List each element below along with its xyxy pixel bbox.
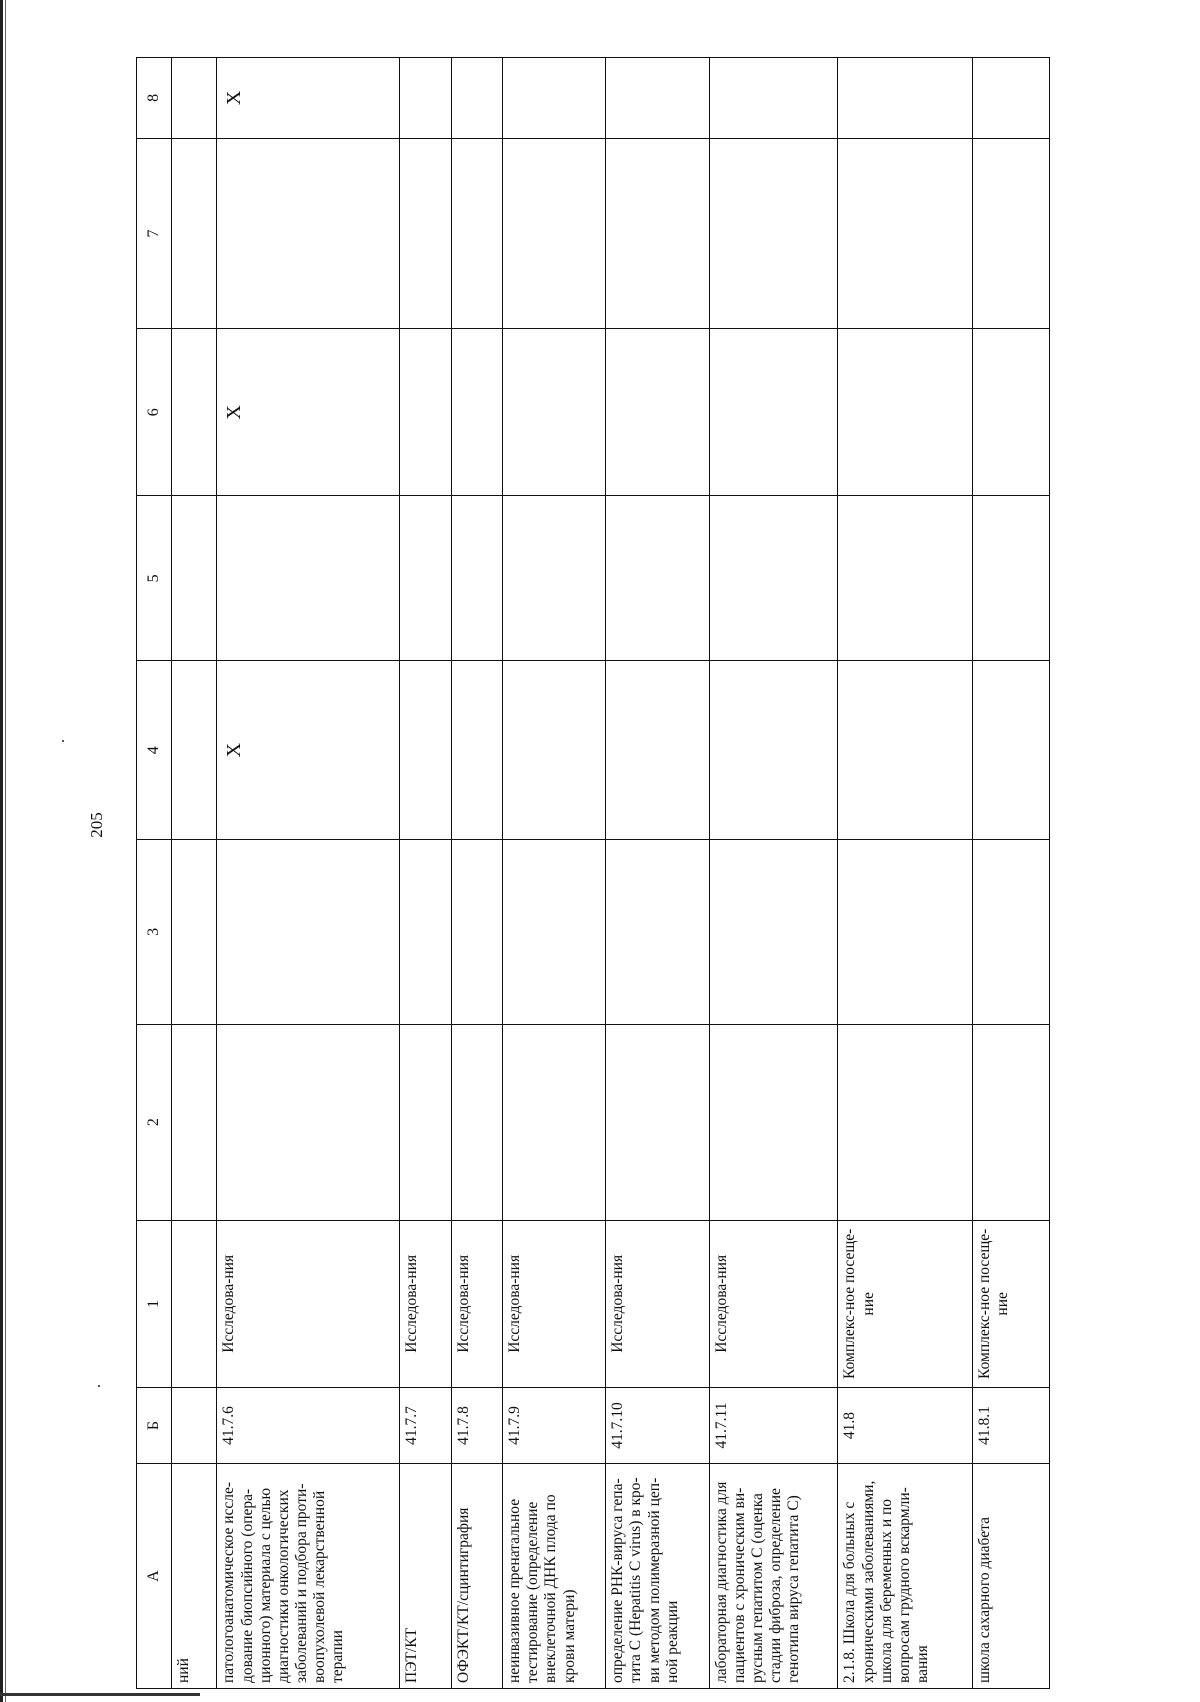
scan-bottom-mark <box>0 1693 200 1696</box>
cell-code: 41.8.1 <box>972 1387 1049 1463</box>
table-row <box>503 58 606 1689</box>
cell-col6 <box>709 329 838 496</box>
cell-col2 <box>451 1024 503 1220</box>
table-row <box>172 58 217 1689</box>
cell-col7 <box>451 138 503 328</box>
cell-name: ПЭТ/КТ <box>400 1464 452 1689</box>
cell-code: 41.7.9 <box>503 1387 606 1463</box>
col-header-2: 2 <box>137 1024 172 1220</box>
cell-col2 <box>606 1024 709 1220</box>
cell-col6 <box>503 329 606 496</box>
cell-col4: Х <box>217 661 400 840</box>
cell-col4 <box>451 661 503 840</box>
cell-unit: Исследова-ния <box>400 1220 452 1387</box>
cell-col2 <box>217 1024 400 1220</box>
cell-col8 <box>606 58 709 139</box>
cell-col6 <box>400 329 452 496</box>
cell-col7 <box>606 138 709 328</box>
rotated-page-content <box>136 57 1050 1689</box>
table-row <box>838 58 972 1689</box>
cell-col7 <box>709 138 838 328</box>
cell-col5 <box>972 496 1049 661</box>
cell-name: 2.1.8. Школа для больных с хроническими заболеваниями, школа для беременных и по вопросам грудного вскармли-вания <box>838 1464 972 1689</box>
cell-col2 <box>503 1024 606 1220</box>
table-row <box>217 58 400 1689</box>
cell-col8 <box>972 58 1049 139</box>
table-row <box>451 58 503 1689</box>
table-row <box>972 58 1049 1689</box>
cell-code: 41.8 <box>838 1387 972 1463</box>
cell-unit <box>172 1220 217 1387</box>
col-header-a: А <box>137 1464 172 1689</box>
cell-col8 <box>503 58 606 139</box>
cell-col5 <box>217 496 400 661</box>
cell-col7 <box>972 138 1049 328</box>
cell-col4 <box>972 661 1049 840</box>
cell-col2 <box>172 1024 217 1220</box>
cell-code: 41.7.10 <box>606 1387 709 1463</box>
table-row <box>709 58 838 1689</box>
tariff-table <box>136 57 1050 1689</box>
cell-name: ний <box>172 1464 217 1689</box>
cell-col3 <box>709 840 838 1025</box>
cell-col5 <box>838 496 972 661</box>
cell-col2 <box>400 1024 452 1220</box>
cell-code: 41.7.6 <box>217 1387 400 1463</box>
cell-col3 <box>451 840 503 1025</box>
cell-col5 <box>451 496 503 661</box>
cell-name: неинвазивное пренатальное тестирование (определение внеклеточной ДНК плода по крови матери) <box>503 1464 606 1689</box>
cell-name: лабораторная диагностика для пациентов с хроническим ви-русным гепатитом С (оценка стадии фиброза, определение генотипа вируса гепатита С) <box>709 1464 838 1689</box>
cell-col4 <box>838 661 972 840</box>
cell-name: школа сахарного диабета <box>972 1464 1049 1689</box>
cell-unit: Исследова-ния <box>709 1220 838 1387</box>
col-header-3: 3 <box>137 840 172 1025</box>
col-header-8: 8 <box>137 58 172 139</box>
cell-col3 <box>217 840 400 1025</box>
cell-col4 <box>172 661 217 840</box>
scan-dot <box>98 1385 100 1387</box>
cell-col8: Х <box>217 58 400 139</box>
cell-unit: Комплекс-ное посеще-ние <box>972 1220 1049 1387</box>
cell-unit: Исследова-ния <box>606 1220 709 1387</box>
cell-col7 <box>172 138 217 328</box>
cell-col3 <box>172 840 217 1025</box>
cell-col5 <box>606 496 709 661</box>
cell-col7 <box>503 138 606 328</box>
cell-col7 <box>217 138 400 328</box>
table-row <box>606 58 709 1689</box>
cell-col8 <box>172 58 217 139</box>
cell-code <box>172 1387 217 1463</box>
scan-dot <box>62 740 64 742</box>
cell-col6 <box>606 329 709 496</box>
cell-col5 <box>400 496 452 661</box>
cell-col4 <box>503 661 606 840</box>
col-header-6: 6 <box>137 329 172 496</box>
col-header-b: Б <box>137 1387 172 1463</box>
cell-col7 <box>838 138 972 328</box>
cell-col4 <box>709 661 838 840</box>
cell-col3 <box>606 840 709 1025</box>
cell-name: определение РНК-вируса гепа-тита С (Hepatitis C virus) в кро-ви методом полимеразной цеп-ной реакции <box>606 1464 709 1689</box>
cell-code: 41.7.8 <box>451 1387 503 1463</box>
cell-col6 <box>972 329 1049 496</box>
cell-col5 <box>709 496 838 661</box>
cell-col6 <box>172 329 217 496</box>
cell-col8 <box>400 58 452 139</box>
col-header-5: 5 <box>137 496 172 661</box>
cell-col7 <box>400 138 452 328</box>
page-number: 205 <box>87 812 106 838</box>
cell-col2 <box>972 1024 1049 1220</box>
cell-unit: Исследова-ния <box>217 1220 400 1387</box>
cell-col5 <box>172 496 217 661</box>
col-header-7: 7 <box>137 138 172 328</box>
cell-col2 <box>709 1024 838 1220</box>
cell-col8 <box>451 58 503 139</box>
cell-unit: Исследова-ния <box>451 1220 503 1387</box>
cell-col4 <box>400 661 452 840</box>
scan-edge <box>0 0 3 1702</box>
cell-code: 41.7.7 <box>400 1387 452 1463</box>
cell-col3 <box>503 840 606 1025</box>
table-row <box>400 58 452 1689</box>
cell-col6 <box>451 329 503 496</box>
cell-name: ОФЭКТ/КТ/сцинтиграфия <box>451 1464 503 1689</box>
cell-col8 <box>838 58 972 139</box>
cell-name: патологоанатомическое иссле-дование биопсийного (опера-ционного) материала с целью диагностики онкологических заболеваний и подбора проти-воопухолевой лекарственной терапии <box>217 1464 400 1689</box>
cell-unit: Комплекс-ное посеще-ние <box>838 1220 972 1387</box>
cell-col3 <box>838 840 972 1025</box>
cell-col6: Х <box>217 329 400 496</box>
col-header-4: 4 <box>137 661 172 840</box>
cell-unit: Исследова-ния <box>503 1220 606 1387</box>
cell-col4 <box>606 661 709 840</box>
cell-code: 41.7.11 <box>709 1387 838 1463</box>
col-header-1: 1 <box>137 1220 172 1387</box>
cell-col8 <box>709 58 838 139</box>
cell-col2 <box>838 1024 972 1220</box>
cell-col3 <box>972 840 1049 1025</box>
cell-col3 <box>400 840 452 1025</box>
scan-edge-inner <box>5 0 6 1702</box>
cell-col5 <box>503 496 606 661</box>
cell-col6 <box>838 329 972 496</box>
table-header-row <box>137 58 172 1689</box>
